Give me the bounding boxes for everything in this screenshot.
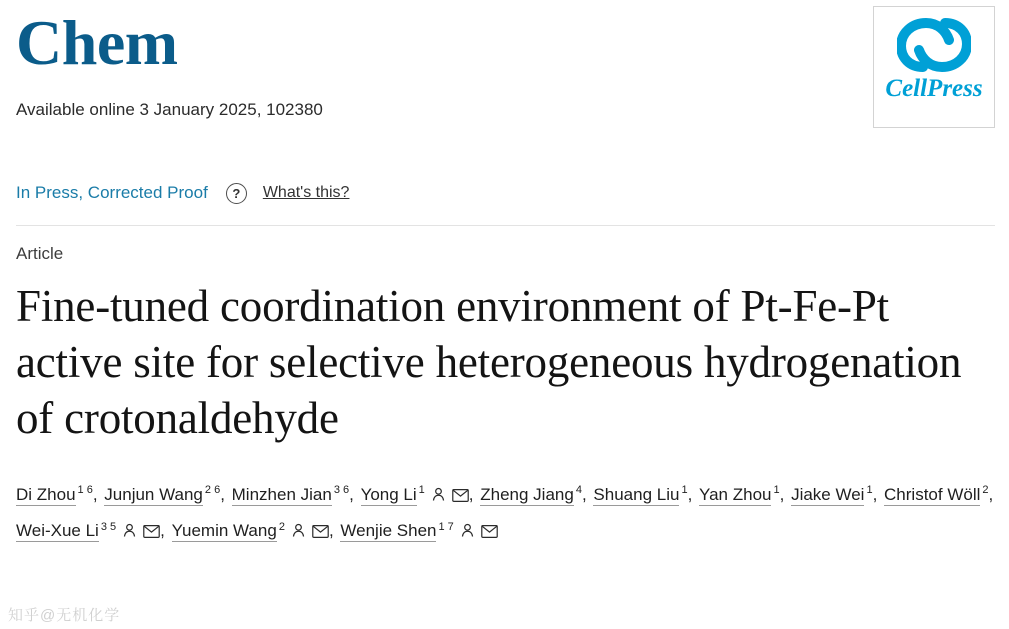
author-entry — [884, 485, 988, 504]
author-affiliation-marker: 1 6 — [77, 484, 93, 496]
author-entry — [104, 485, 220, 504]
page-title: Fine-tuned coordination environment of Pt-Fe-Pt active site for selective heterogeneous hydrogenation of crotonaldehyde — [16, 281, 962, 443]
author-name[interactable]: Jiake Wei — [791, 484, 865, 504]
author-separator: , — [468, 484, 479, 504]
person-icon[interactable] — [291, 523, 306, 538]
author-name[interactable]: Yuemin Wang — [171, 521, 277, 541]
author-name[interactable]: Christof Wöll — [884, 484, 981, 504]
cellpress-mark-icon — [897, 17, 971, 73]
author-entry — [699, 485, 780, 504]
author-entry — [340, 521, 497, 540]
author-name[interactable]: Shuang Liu — [593, 484, 680, 504]
author-affiliation-marker: 1 — [418, 484, 425, 496]
author-entry — [232, 485, 349, 504]
author-name[interactable]: Junjun Wang — [104, 484, 203, 504]
author-affiliation-marker: 1 — [681, 484, 688, 496]
author-separator: , — [349, 484, 359, 504]
author-name[interactable]: Wei-Xue Li — [16, 521, 99, 541]
article-type-label: Article — [16, 244, 64, 263]
author-separator: , — [687, 484, 698, 504]
envelope-icon[interactable] — [143, 525, 160, 538]
author-separator: , — [220, 484, 230, 504]
author-affiliation-marker: 4 — [575, 484, 582, 496]
author-name[interactable]: Yan Zhou — [699, 484, 772, 504]
author-entry — [16, 521, 160, 540]
cellpress-wordmark: CellPress — [885, 75, 983, 102]
author-separator: , — [988, 484, 994, 504]
cellpress-logo[interactable] — [873, 6, 995, 128]
watermark: 知乎@无机化学 — [8, 607, 121, 624]
author-affiliation-marker: 3 5 — [100, 520, 117, 533]
author-separator: , — [779, 484, 790, 504]
author-entry — [361, 485, 469, 504]
envelope-icon[interactable] — [312, 525, 329, 538]
author-list — [14, 474, 995, 547]
author-separator: , — [581, 484, 592, 504]
envelope-icon[interactable] — [481, 525, 498, 538]
author-affiliation-marker: 1 — [866, 484, 873, 496]
journal-title[interactable]: Chem — [16, 7, 178, 78]
journal-header — [14, 0, 995, 148]
author-affiliation-marker: 2 — [982, 484, 989, 496]
author-entry — [593, 485, 687, 504]
author-name[interactable]: Di Zhou — [16, 484, 76, 504]
author-affiliation-marker: 1 — [773, 484, 780, 496]
author-separator: , — [872, 484, 883, 504]
author-entry — [791, 485, 873, 504]
publication-status-row — [14, 178, 995, 208]
author-separator: , — [92, 484, 103, 504]
author-affiliation-marker: 1 7 — [438, 520, 454, 533]
envelope-icon[interactable] — [452, 489, 469, 502]
author-name[interactable]: Yong Li — [360, 484, 417, 504]
author-separator: , — [328, 521, 339, 541]
author-entry — [480, 485, 582, 504]
person-icon[interactable] — [122, 523, 137, 538]
author-entry — [172, 521, 329, 540]
author-name[interactable]: Zheng Jiang — [480, 484, 574, 504]
header-divider — [16, 225, 995, 226]
whats-this-link[interactable]: What's this? — [262, 184, 350, 201]
author-name[interactable]: Minzhen Jian — [231, 484, 332, 504]
author-affiliation-marker: 2 — [278, 520, 285, 533]
author-separator: , — [160, 521, 170, 541]
author-affiliation-marker: 3 6 — [333, 484, 350, 496]
author-affiliation-marker: 2 6 — [204, 484, 221, 496]
person-icon[interactable] — [460, 523, 475, 538]
available-online-text: Available online 3 January 2025, 102380 — [16, 100, 323, 119]
author-entry — [16, 485, 93, 504]
author-name[interactable]: Wenjie Shen — [340, 521, 437, 541]
person-icon[interactable] — [431, 487, 446, 502]
question-mark-icon[interactable]: ? — [226, 183, 247, 204]
status-badge[interactable]: In Press, Corrected Proof — [16, 183, 208, 202]
